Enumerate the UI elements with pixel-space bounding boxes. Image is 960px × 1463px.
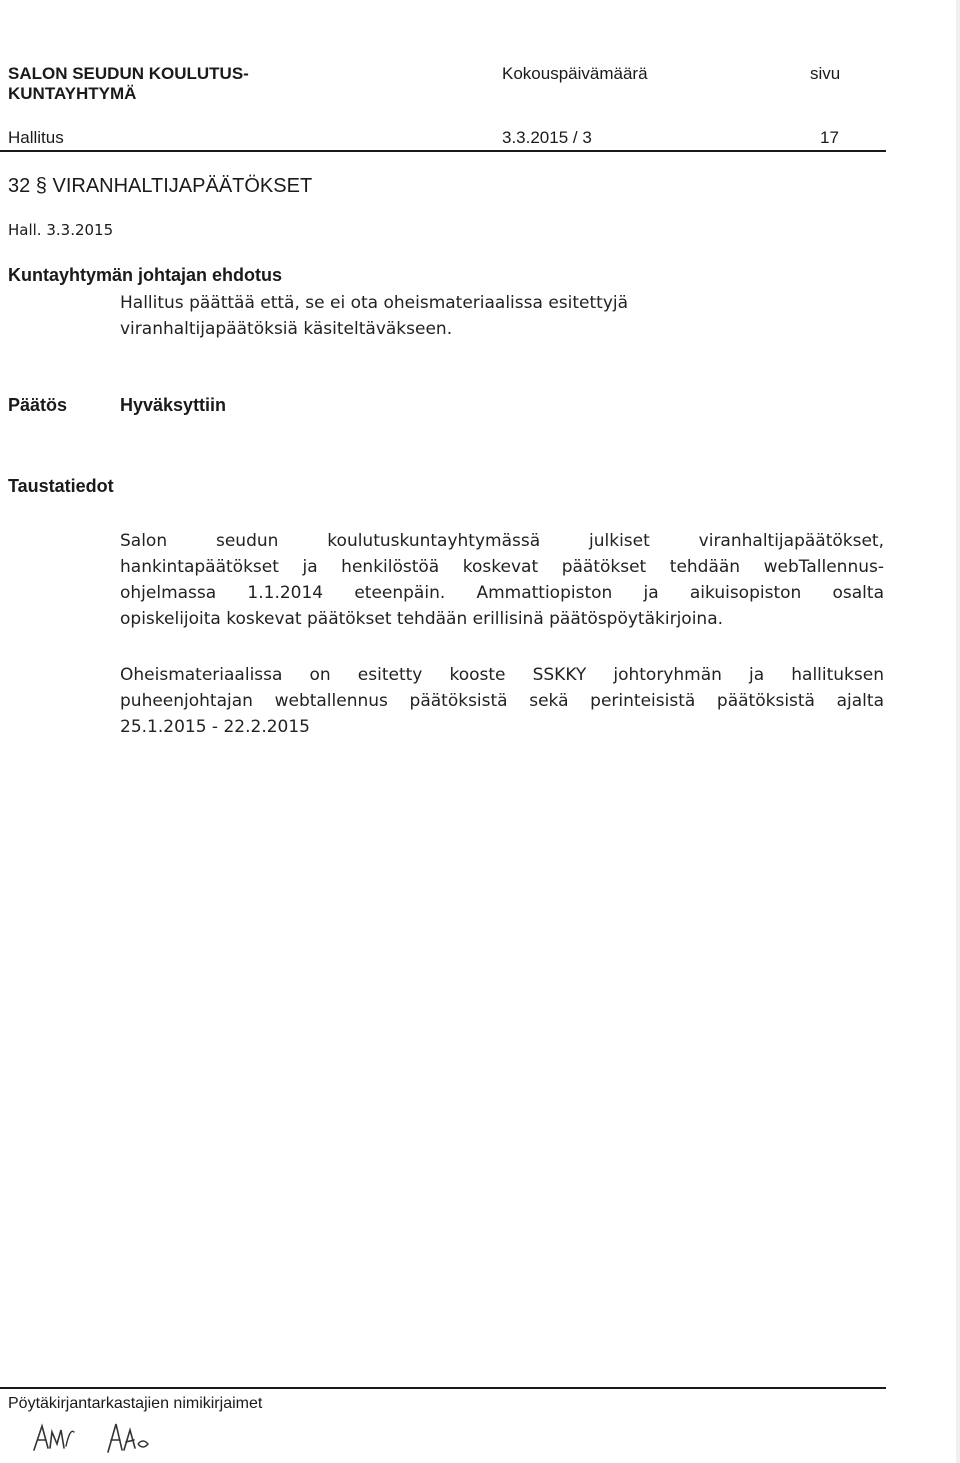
background-heading: Taustatiedot [8,476,114,496]
reviewer-initials-signature [30,1418,190,1458]
page-label: sivu [810,64,841,83]
background-paragraph-1 [120,530,884,634]
organization-name-line2: KUNTAYHTYMÄ [8,84,137,103]
meeting-date: 3.3.2015 / 3 [502,128,592,147]
decision-value: Hyväksyttiin [120,395,227,415]
page-number: 17 [820,128,839,147]
background-p1-line-3: ohjelmassa 1.1.2014 eteenpäin. Ammattiopiston ja aikuisopiston osalta [120,583,884,603]
footer-label: Pöytäkirjantarkastajien nimikirjaimet [8,1395,263,1412]
section-title: 32 § VIRANHALTIJAPÄÄTÖKSET [8,175,313,197]
hall-date: Hall. 3.3.2015 [8,221,114,239]
meeting-date-label: Kokouspäivämäärä [502,64,648,83]
organization-name [8,64,249,104]
body-name: Hallitus [8,128,64,147]
background-p1-line-1: Salon seudun koulutuskuntayhtymässä julkiset viranhaltijapäätökset, [120,531,884,551]
footer-divider [0,1387,886,1389]
decision-label: Päätös [8,395,68,415]
background-p2-line-1: Oheismateriaalissa on esitetty kooste SSKKY johtoryhmän ja hallituksen [120,665,884,685]
background-paragraph-2 [120,664,884,742]
background-p2-line-2: puheenjohtajan webtallennus päätöksistä sekä perinteisistä päätöksistä ajalta [120,691,884,711]
scan-edge [956,0,960,1463]
proposal-line-2: viranhaltijapäätöksiä käsiteltäväkseen. [120,319,453,339]
background-p1-line-2: hankintapäätökset ja henkilöstöä koskevat päätökset tehdään webTallennus- [120,557,884,577]
header-divider [0,150,886,152]
background-p1-line-4: opiskelijoita koskevat päätökset tehdään erillisinä päätöspöytäkirjoina. [120,609,724,629]
organization-name-line1: SALON SEUDUN KOULUTUS- [8,64,249,83]
proposal-line-1: Hallitus päättää että, se ei ota oheismateriaalissa esitettyjä [120,293,629,313]
background-p2-line-3: 25.1.2015 - 22.2.2015 [120,717,310,737]
proposal-heading: Kuntayhtymän johtajan ehdotus [8,265,283,285]
